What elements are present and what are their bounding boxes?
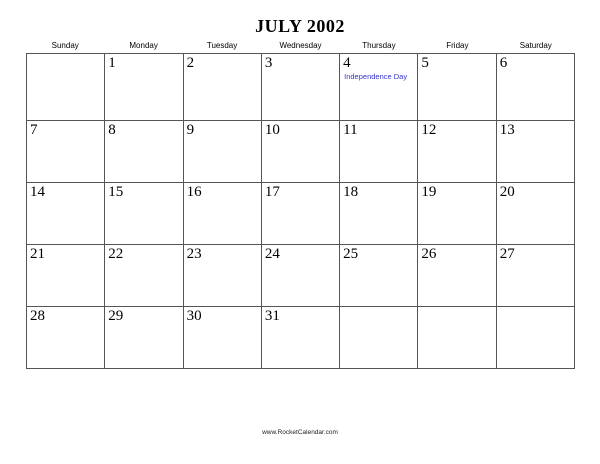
day-number: 13 (499, 122, 515, 138)
day-cell-8 (105, 121, 183, 183)
day-cell-28 (27, 307, 105, 369)
calendar-grid (26, 53, 575, 369)
day-number: 23 (186, 246, 202, 262)
day-cell-18 (340, 183, 418, 245)
day-number: 14 (30, 184, 45, 200)
day-cell-9 (183, 121, 261, 183)
day-number: 26 (421, 246, 437, 262)
day-cell-11 (340, 121, 418, 183)
weekday-header-friday: Friday (446, 41, 469, 50)
calendar-week-3 (27, 183, 575, 245)
day-number: 28 (30, 308, 45, 324)
day-cell-20 (496, 183, 574, 245)
calendar-week-1 (27, 54, 575, 121)
day-cell-25 (340, 245, 418, 307)
day-cell-27 (496, 245, 574, 307)
day-number: 18 (343, 184, 359, 200)
day-number: 5 (421, 55, 429, 71)
day-cell-6 (496, 54, 574, 121)
day-cell-10 (261, 121, 339, 183)
day-cell-17 (261, 183, 339, 245)
day-number: 15 (108, 184, 124, 200)
calendar-title: JULY 2002 (255, 16, 345, 36)
empty-cell (496, 307, 574, 369)
day-number: 1 (108, 55, 116, 71)
weekday-header-row (26, 41, 575, 51)
empty-cell (27, 54, 105, 121)
day-number: 31 (264, 308, 280, 324)
day-cell-26 (418, 245, 496, 307)
day-number: 3 (264, 55, 273, 71)
day-number: 7 (30, 122, 38, 138)
day-cell-30 (183, 307, 261, 369)
calendar-week-2 (27, 121, 575, 183)
day-cell-23 (183, 245, 261, 307)
day-cell-1 (105, 54, 183, 121)
day-cell-12 (418, 121, 496, 183)
day-number: 11 (343, 122, 358, 138)
day-number: 25 (343, 246, 359, 262)
day-cell-31 (261, 307, 339, 369)
day-number: 27 (499, 246, 515, 262)
day-number: 9 (186, 122, 195, 138)
day-number: 8 (108, 122, 116, 138)
day-number: 24 (264, 246, 280, 262)
day-number: 10 (264, 122, 280, 138)
day-cell-7 (27, 121, 105, 183)
day-cell-15 (105, 183, 183, 245)
day-cell-16 (183, 183, 261, 245)
weekday-header-sunday: Sunday (51, 41, 79, 50)
day-cell-19 (418, 183, 496, 245)
day-number: 21 (30, 246, 45, 262)
day-cell-24 (261, 245, 339, 307)
weekday-header-monday: Monday (129, 41, 158, 50)
day-cell-21 (27, 245, 105, 307)
weekday-header-tuesday: Tuesday (206, 41, 238, 50)
weekday-header-wednesday: Wednesday (279, 41, 322, 50)
day-cell-3 (261, 54, 339, 121)
day-number: 4 (343, 55, 351, 71)
day-number: 22 (108, 246, 124, 262)
empty-cell (418, 307, 496, 369)
day-cell-13 (496, 121, 574, 183)
day-number: 2 (186, 55, 195, 71)
day-number: 6 (499, 55, 508, 71)
day-number: 29 (108, 308, 124, 324)
empty-cell (340, 307, 418, 369)
calendar-week-5 (27, 307, 575, 369)
weekday-header-thursday: Thursday (362, 41, 396, 50)
footer-url: www.RocketCalendar.com (262, 429, 338, 436)
day-number: 12 (421, 122, 437, 138)
day-number: 20 (499, 184, 515, 200)
day-cell-22 (105, 245, 183, 307)
day-number: 19 (421, 184, 437, 200)
day-cell-14 (27, 183, 105, 245)
weekday-header-saturday: Saturday (519, 41, 552, 50)
day-number: 30 (186, 308, 202, 324)
day-number: 17 (264, 184, 280, 200)
day-number: 16 (186, 184, 202, 200)
day-cell-2 (183, 54, 261, 121)
holiday-label: Independence Day (344, 72, 408, 81)
calendar-week-4 (27, 245, 575, 307)
day-cell-5 (418, 54, 496, 121)
day-cell-29 (105, 307, 183, 369)
day-cell-4 (340, 54, 418, 121)
